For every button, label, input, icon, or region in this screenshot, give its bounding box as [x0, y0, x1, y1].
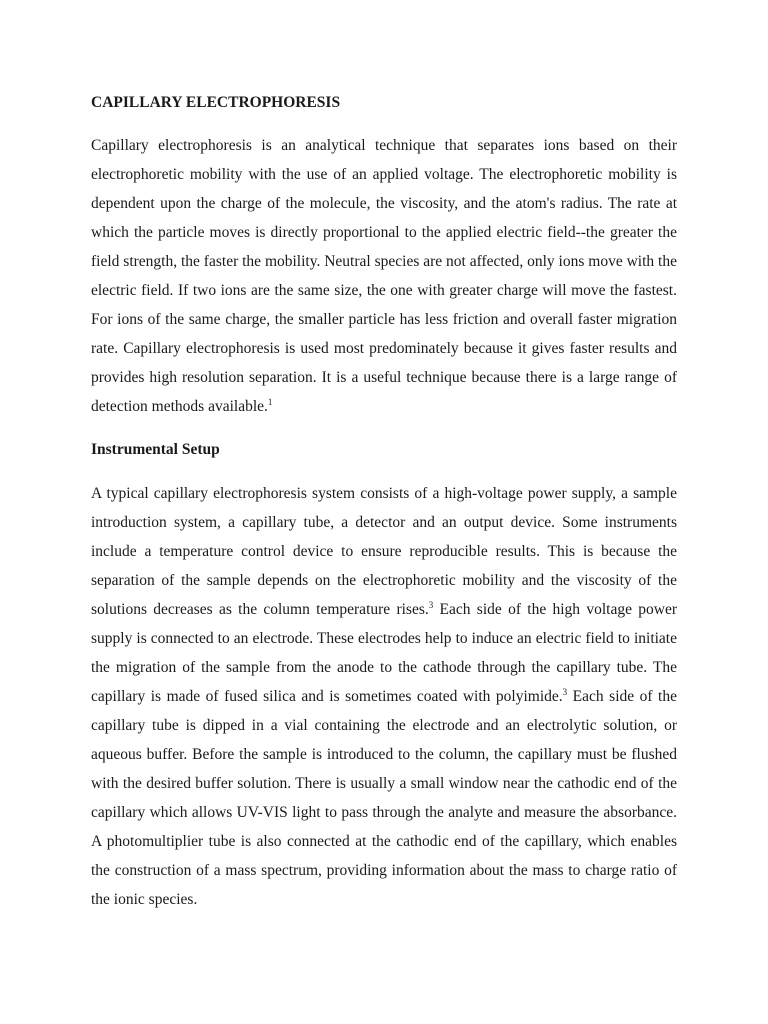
section-heading-instrumental-setup: Instrumental Setup [91, 441, 220, 458]
footnote-ref: 3 [562, 687, 568, 697]
footnote-ref: 1 [267, 397, 273, 407]
setup-paragraph [91, 479, 677, 914]
intro-paragraph-text: Capillary electrophoresis is an analytical technique that separates ions based on their electrophoretic mobility with the use of an applied voltage. The electrophoretic mobility is dependent upon the charge of the molecule, the viscosity, and the atom's radius. The rate at which the particle moves is directly proportional to the applied electric field--the greater the field strength, the faster the mobility. Neutral species are not affected, only ions move with the electric field. If two ions are the same size, the one with greater charge will move the fastest. For ions of the same charge, the smaller particle has less friction and overall faster migration rate. Capillary electrophoresis is used most predominately because it gives faster results and provides high resolution separation. It is a useful technique because there is a large range of detection methods available. [91, 137, 677, 415]
document-title: CAPILLARY ELECTROPHORESIS [91, 94, 341, 111]
setup-paragraph-text-3: Each side of the capillary tube is dipped in a vial containing the electrode and an electrolytic solution, or aqueous buffer. Before the sample is introduced to the column, the capillary must be flushed with the desired buffer solution. There is usually a small window near the cathodic end of the capillary which allows UV-VIS light to pass through the analyte and measure the absorbance. A photomultiplier tube is also connected at the cathodic end of the capillary, which enables the construction of a mass spectrum, providing information about the mass to charge ratio of the ionic species. [91, 688, 677, 908]
setup-paragraph-text-1: A typical capillary electrophoresis system consists of a high-voltage power supply, a sample introduction system, a capillary tube, a detector and an output device. Some instruments include a temperature control device to ensure reproducible results. This is because the separation of the sample depends on the electrophoretic mobility and the viscosity of the solutions decreases as the column temperature rises. [91, 485, 677, 618]
document-page [91, 92, 677, 914]
setup-paragraph-text-2: Each side of the high voltage power supply is connected to an electrode. These electrodes help to induce an electric field to initiate the migration of the sample from the anode to the cathode through the capillary tube. The capillary is made of fused silica and is sometimes coated with polyimide. [91, 601, 677, 705]
intro-paragraph [91, 131, 677, 421]
footnote-ref: 3 [428, 600, 434, 610]
